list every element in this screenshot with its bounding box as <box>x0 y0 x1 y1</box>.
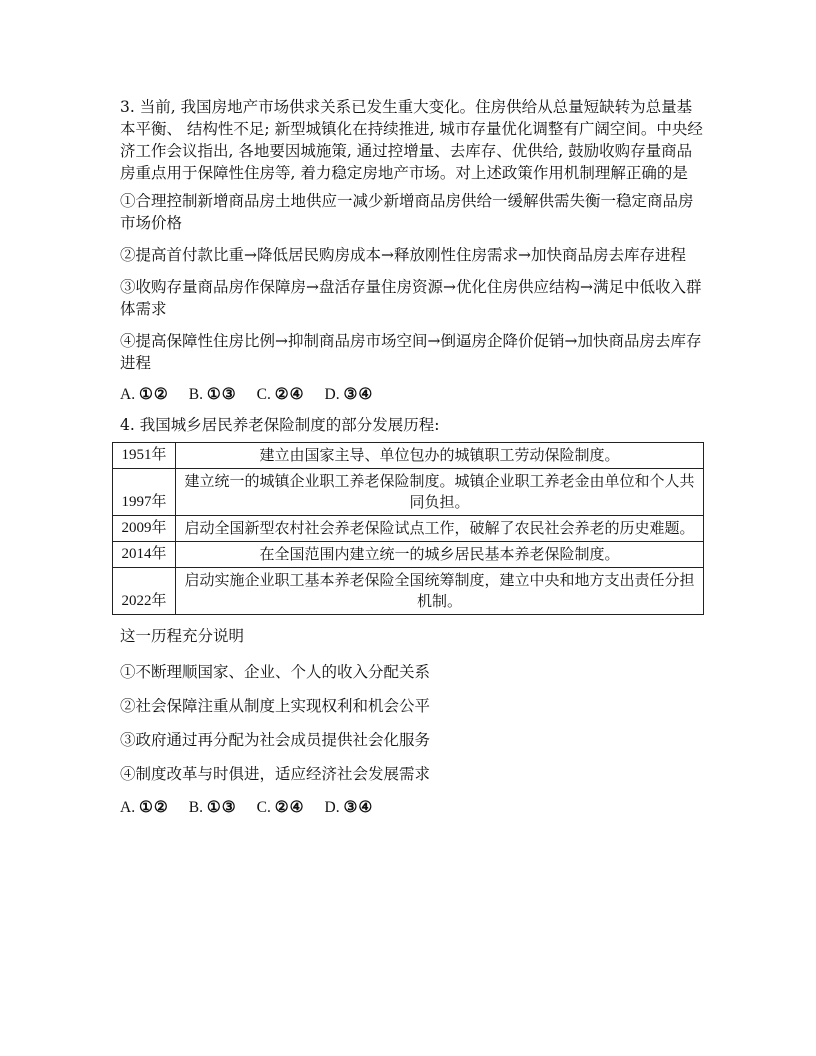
question-4-statement-4: ④制度改革与时俱进，适应经济社会发展需求 <box>120 765 431 783</box>
choice-b[interactable]: B. ①③ <box>188 386 237 403</box>
question-3-option-4: ④提高保障性住房比例→抑制商品房市场空间→倒逼房企降价促销→加快商品房去库存进程 <box>120 332 702 372</box>
table-row <box>113 516 704 542</box>
question-3-option-2: ②提高首付款比重→降低居民购房成本→释放刚性住房需求→加快商品房去库存进程 <box>120 246 686 264</box>
choice-c[interactable]: C. ②④ <box>256 799 305 816</box>
question-4-title: 4. 我国城乡居民养老保险制度的部分发展历程: <box>120 416 440 434</box>
question-4-statement-3: ③政府通过再分配为社会成员提供社会化服务 <box>120 731 431 749</box>
choice-d[interactable]: D. ③④ <box>324 386 374 403</box>
question-4-choices <box>120 797 704 819</box>
question-4-prompt: 这一历程充分说明 <box>120 627 245 645</box>
choice-c[interactable]: C. ②④ <box>256 386 305 403</box>
table-row <box>113 568 704 615</box>
choice-a[interactable]: A. ①② <box>120 799 169 816</box>
event-cell: 建立统一的城镇企业职工养老保险制度。城镇企业职工养老金由单位和个人共同负担。 <box>176 469 704 516</box>
year-cell: 2014年 <box>113 542 176 568</box>
event-cell: 建立由国家主导、单位包办的城镇职工劳动保险制度。 <box>176 443 704 469</box>
year-cell: 2009年 <box>113 516 176 542</box>
event-cell: 启动实施企业职工基本养老保险全国统筹制度，建立中央和地方支出责任分担机制。 <box>176 568 704 615</box>
question-3-stem: 3. 当前, 我国房地产市场供求关系已发生重大变化。住房供给从总量短缺转为总量基本平衡、 结构性不足; 新型城镇化在持续推进, 城市存量优化调整有广阔空间。中央经济工作会议指出, 各地要因城施策, 通过控增量、去库存、优供给, 鼓励收购存量商品房重点用于保障性住房等, 着力稳定房地产市场。对上述政策作用机制理解正确的是 <box>120 98 703 182</box>
question-3-choices <box>120 384 704 406</box>
year-cell: 1997年 <box>113 469 176 516</box>
event-cell: 启动全国新型农村社会养老保险试点工作，破解了农民社会养老的历史难题。 <box>176 516 704 542</box>
choice-a[interactable]: A. ①② <box>120 386 169 403</box>
table-row <box>113 469 704 516</box>
choice-d[interactable]: D. ③④ <box>324 799 374 816</box>
table-row <box>113 542 704 568</box>
choice-b[interactable]: B. ①③ <box>188 799 237 816</box>
year-cell: 1951年 <box>113 443 176 469</box>
exam-page <box>120 96 704 827</box>
table-row <box>113 443 704 469</box>
question-4-statement-1: ①不断理顺国家、企业、个人的收入分配关系 <box>120 663 431 681</box>
year-cell: 2022年 <box>113 568 176 615</box>
event-cell: 在全国范围内建立统一的城乡居民基本养老保险制度。 <box>176 542 704 568</box>
history-table <box>112 442 704 615</box>
question-3-option-3: ③收购存量商品房作保障房→盘活存量住房资源→优化住房供应结构→满足中低收入群体需求 <box>120 278 702 318</box>
question-3-option-1: ①合理控制新增商品房土地供应一减少新增商品房供给一缓解供需失衡一稳定商品房市场价格 <box>120 192 694 232</box>
question-4-statement-2: ②社会保障注重从制度上实现权利和机会公平 <box>120 697 431 715</box>
